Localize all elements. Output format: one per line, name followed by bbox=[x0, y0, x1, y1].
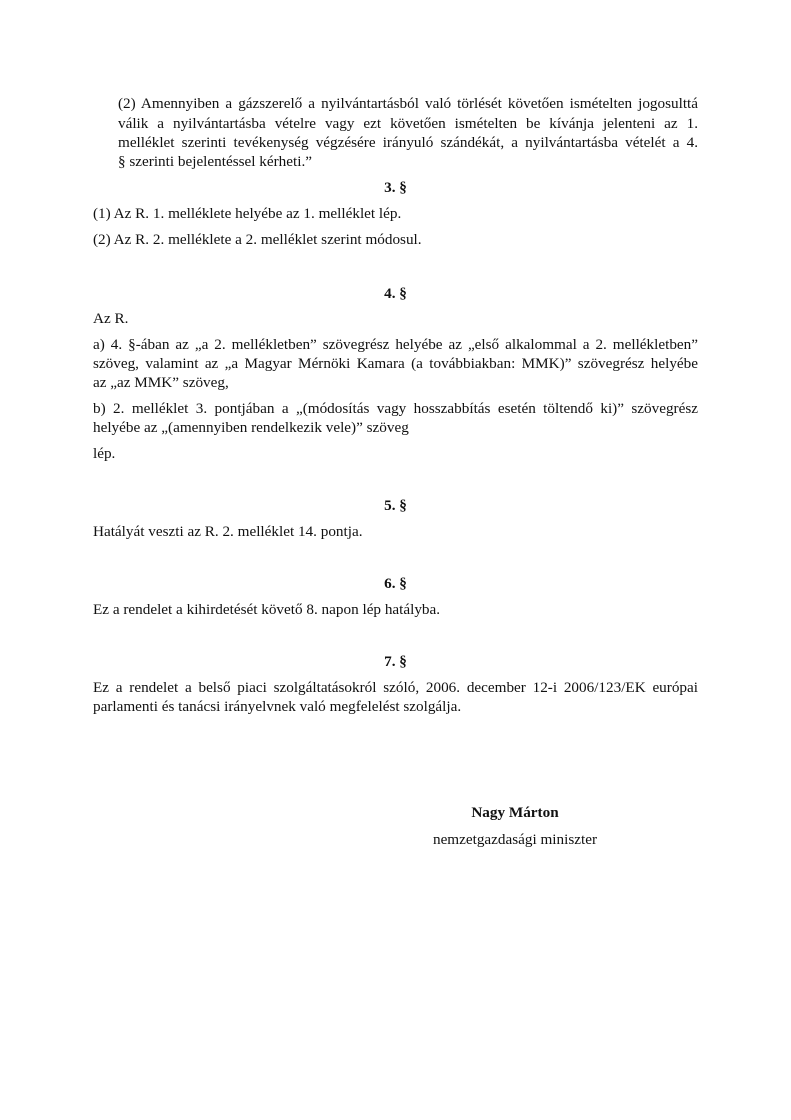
signatory-title: nemzetgazdasági miniszter bbox=[432, 831, 598, 848]
paragraph-line: (2) Amennyiben a gázszerelő a nyilvántartásból való törlését követően ismételten jogosulttá bbox=[118, 95, 698, 112]
paragraph-line: válik a nyilvántartásba vételre vagy ezt követően ismételten be kívánja jelenteni az 1. bbox=[118, 115, 698, 132]
section-4-heading: 4. § bbox=[384, 285, 407, 302]
section-3-heading: 3. § bbox=[384, 179, 407, 196]
section-5-heading: 5. § bbox=[384, 497, 407, 514]
signatory-name: Nagy Márton bbox=[471, 804, 559, 821]
paragraph-line: melléklet szerinti tevékenység végzésére irányuló szándékát, a nyilvántartásba vételét a 4. bbox=[118, 134, 698, 151]
paragraph-line: a) 4. §-ában az „a 2. mellékletben” szövegrész helyébe az „első alkalommal a 2. mellékletben” bbox=[93, 336, 698, 353]
paragraph-line: Ez a rendelet a belső piaci szolgáltatásokról szóló, 2006. december 12-i 2006/123/EK európai bbox=[93, 679, 698, 696]
paragraph-line: szöveg, valamint az „a Magyar Mérnöki Kamara (a továbbiakban: MMK)” szövegrész helyébe bbox=[93, 355, 698, 372]
paragraph-line: b) 2. melléklet 3. pontjában a „(módosítás vagy hosszabbítás esetén töltendő ki)” szövegrész bbox=[93, 400, 698, 417]
section-4-intro: Az R. bbox=[93, 310, 129, 327]
paragraph-line: § szerinti bejelentéssel kérheti.” bbox=[118, 153, 312, 170]
section-4-closing: lép. bbox=[93, 445, 116, 462]
paragraph-line: helyébe az „(amennyiben rendelkezik vele)” szöveg bbox=[93, 419, 409, 436]
section-3-paragraph-2: (2) Az R. 2. melléklete a 2. melléklet szerint módosul. bbox=[93, 231, 422, 248]
section-3-paragraph-1: (1) Az R. 1. melléklete helyébe az 1. melléklet lép. bbox=[93, 205, 402, 222]
section-6-heading: 6. § bbox=[384, 575, 407, 592]
section-5-text: Hatályát veszti az R. 2. melléklet 14. pontja. bbox=[93, 523, 363, 540]
section-7-heading: 7. § bbox=[384, 653, 407, 670]
paragraph-line: az „az MMK” szöveg, bbox=[93, 374, 229, 391]
section-6-text: Ez a rendelet a kihirdetését követő 8. napon lép hatályba. bbox=[93, 601, 441, 618]
paragraph-line: parlamenti és tanácsi irányelvnek való megfelelést szolgálja. bbox=[93, 698, 462, 715]
